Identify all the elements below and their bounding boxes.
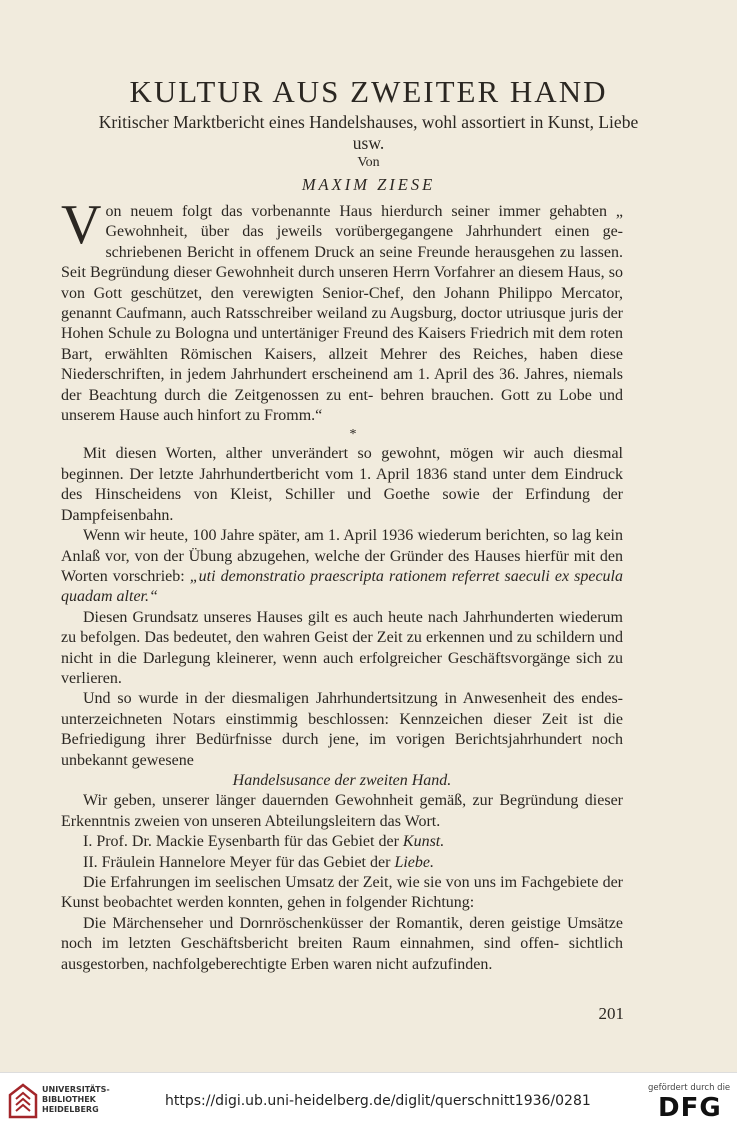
permalink[interactable]: https://digi.ub.uni-heidelberg.de/diglit/querschnitt1936/0281	[165, 1093, 591, 1109]
paragraph: Diesen Grundsatz unseres Hauses gilt es auch heute nach Jahrhunderten wiederum zu befolgen. Das bedeutet, den wahren Geist der Zeit zu erkennen und zu schildern und nicht in die Darlegung kleinerer, wenn auch erfolgreicher Geschäftsvorgänge sich zu verlieren.	[61, 608, 623, 687]
latin-quote: „uti demonstratio praescripta rationem referret saeculi ex specula quadam alter.“	[61, 567, 624, 606]
list-item-subject: Kunst.	[402, 833, 445, 851]
article-subtitle: Kritischer Marktbericht eines Handelshauses, wohl assortiert in Kunst, Liebe usw.	[98, 112, 639, 153]
list-item-text: I. Prof. Dr. Mackie Eysenbarth für das Gebiet der	[83, 833, 403, 851]
drop-cap: V	[61, 194, 102, 256]
library-line: BIBLIOTHEK	[42, 1095, 96, 1104]
list-item	[61, 853, 623, 873]
article-title: KULTUR AUS ZWEITER HAND	[129, 74, 608, 109]
section-heading: Handelsusance der zweiten Hand.	[232, 771, 452, 789]
paragraph-text: Wenn wir heute, 100 Jahre später, am 1. April 1936 wiederum berichten, so lag kein Anlaß vor, von der Übung abzugehen, welche der Gründer des Hauses hierfür mit den Worten vorschrieb:	[61, 527, 623, 585]
list-item-subject: Liebe.	[394, 853, 434, 871]
paragraph-text: on neuem folgt das vorbenannte Haus hierdurch seiner immer gehabten „ Gewohnheit, über das jeweils vorübergegangene Jahrhundert einen ge- schriebenen Bericht in offenem Druck an seine Freunde herausgehen zu lassen. Seit Begründung dieser Gewohnheit durch unseren Herrn Vorfahrer an diesem Haus, so von Gott geschützet, den verewigten Senior-Chef, den Johann Philippo Mercator, genannt Caufmann, auch Ratsschreiber weiland zu Augsburg, doctor utriusque juris der Hohen Schule zu Bologna und untertäniger Freund des Kaisers Friedrich mit dem roten Bart, erwählten Römischen Kaisers, allzeit Mehrer des Reiches, haben diese Niederschriften, in jedem Jahrhundert erscheinend am 1. April des 36. Jahres, niemals der Beachtung durch die Zeitgenossen zu ent- behren brauchen. Gott zu Lobe und unserem Hause auch hinfort zu Fromm.“	[61, 203, 623, 425]
library-line: HEIDELBERG	[42, 1105, 99, 1114]
list-item-text: II. Fräulein Hannelore Meyer für das Gebiet der	[83, 853, 395, 871]
paragraph: Die Märchenseher und Dornröschenküsser der Romantik, deren geistige Umsätze noch im letzten Geschäftsbericht breiten Raum einnahmen, sind offen- sichtlich ausgestorben, nachfolgeberechtigte Erben waren nicht aufzufinden.	[61, 914, 623, 973]
paragraph: Wir geben, unserer länger dauernden Gewohnheit gemäß, zur Begründung dieser Erkenntnis zweien von unseren Abteilungsleitern das Wort.	[61, 792, 623, 830]
paragraph: Und so wurde in der diesmaligen Jahrhundertsitzung in Anwesenheit des endes- unterzeichneten Notars einstimmig beschlossen: Kennzeichen dieser Zeit ist die Befriedigung ihrer Bedürfnisse durch jene, im vorigen Berichtsjahrhundert noch unbekannt gewesene	[61, 690, 623, 769]
paragraph	[61, 194, 623, 426]
funding-label: gefördert durch die	[648, 1083, 731, 1093]
byline-von: Von	[357, 155, 380, 170]
author-name: MAXIM ZIESE	[301, 175, 436, 194]
paragraph: Mit diesen Worten, alther unverändert so gewohnt, mögen wir auch diesmal beginnen. Der letzte Jahrhundertbericht vom 1. April 1836 stand unter dem Eindruck des Hinscheidens von Kleist, Schiller und Goethe sowie der Erfindung der Dampfeisenbahn.	[61, 445, 623, 524]
list-item	[61, 832, 623, 852]
section-separator: *	[349, 427, 357, 443]
paragraph: Die Erfahrungen im seelischen Umsatz der Zeit, wie sie von uns im Fachgebiete der Kunst beobachtet werden konnten, gehen in folgender Richtung:	[61, 874, 623, 912]
page-number: 201	[598, 1004, 624, 1023]
paragraph	[61, 526, 623, 608]
article-body	[61, 194, 624, 975]
university-library-logo-icon	[8, 1083, 38, 1119]
library-line: UNIVERSITÄTS-	[42, 1085, 110, 1094]
library-name	[42, 1085, 110, 1115]
dfg-logo: DFG	[658, 1093, 722, 1123]
viewer-footer	[0, 1072, 737, 1129]
